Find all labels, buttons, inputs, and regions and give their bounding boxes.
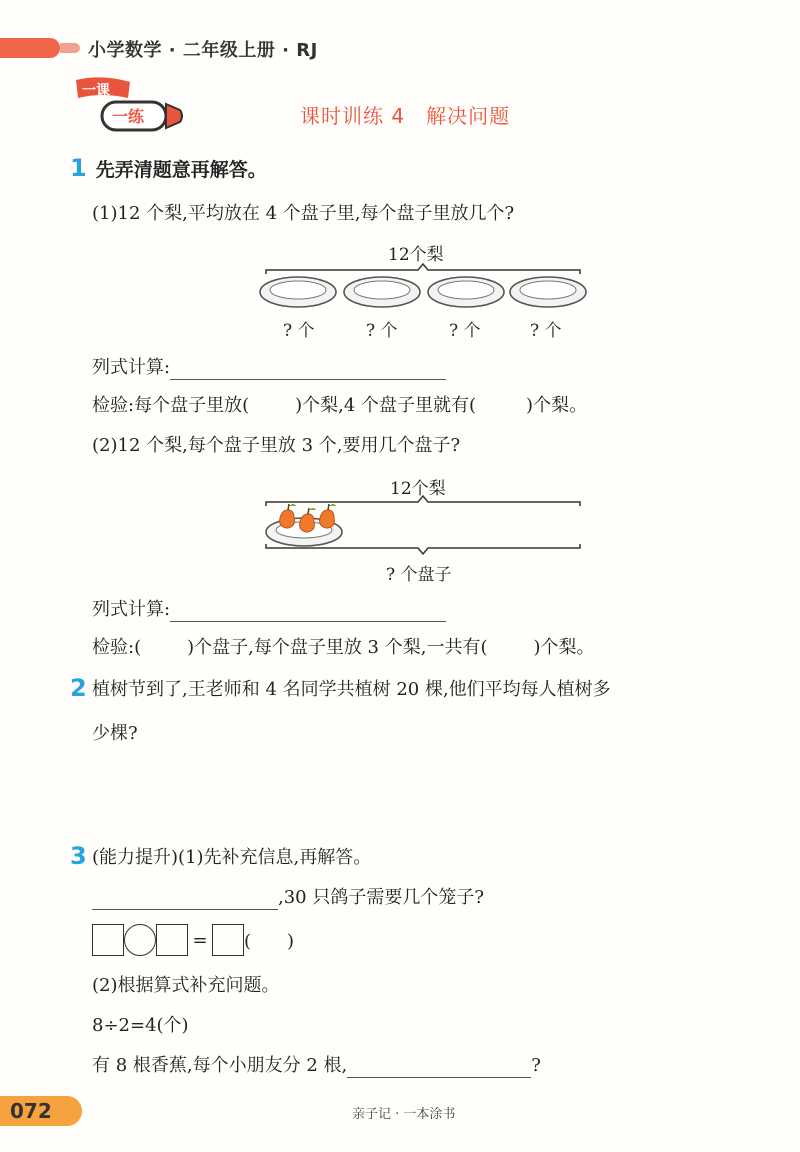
calc-label: 列式计算: bbox=[92, 599, 171, 620]
q1p1-plates-diagram bbox=[258, 262, 588, 312]
q1p2-brace-label: 12个梨 bbox=[390, 479, 446, 499]
book-title: 小学数学 · 二年级上册 · RJ bbox=[88, 40, 318, 61]
equation-box-1[interactable] bbox=[92, 924, 124, 956]
header-accent-bar bbox=[0, 38, 60, 58]
q1-part1-question: (1)12 个梨,平均放在 4 个盘子里,每个盘子里放几个? bbox=[92, 203, 515, 224]
q3p1-info-row: ,30 只鸽子需要几个笼子? bbox=[92, 886, 484, 910]
q1p1-brace-label: 12个梨 bbox=[388, 245, 444, 265]
q2-text-line1: 植树节到了,王老师和 4 名同学共植树 20 棵,他们平均每人植树多 bbox=[92, 679, 611, 700]
q1-part2-question: (2)12 个梨,每个盘子里放 3 个,要用几个盘子? bbox=[92, 435, 461, 456]
info-fill-blank[interactable] bbox=[92, 889, 278, 910]
question-fill-blank[interactable] bbox=[347, 1057, 531, 1078]
question-2-header bbox=[70, 674, 87, 702]
plate-label-1: ? 个 bbox=[283, 321, 315, 341]
equation-result-box[interactable] bbox=[212, 924, 244, 956]
plate-1 bbox=[260, 277, 336, 307]
equation-operator-circle[interactable] bbox=[124, 924, 156, 956]
question-number: 3 bbox=[70, 842, 87, 870]
pear-icon bbox=[280, 504, 296, 528]
q1p1-check-row: 检验:每个盘子里放( )个梨,4 个盘子里就有( )个梨。 bbox=[92, 395, 588, 416]
badge-top-text: 一课 bbox=[82, 83, 110, 99]
q1p2-pears-diagram bbox=[258, 494, 588, 556]
q1p1-calc-row bbox=[92, 356, 446, 380]
equals-sign: = bbox=[192, 929, 208, 951]
q3p2-question-row: 有 8 根香蕉,每个小朋友分 2 根, ? bbox=[92, 1055, 541, 1076]
calc-answer-blank[interactable] bbox=[170, 601, 446, 622]
q1p2-calc-row bbox=[92, 598, 446, 622]
equation-box-2[interactable] bbox=[156, 924, 188, 956]
plate-label-2: ? 个 bbox=[366, 321, 398, 341]
question-number: 2 bbox=[70, 674, 87, 702]
plate-2 bbox=[344, 277, 420, 307]
lesson-badge bbox=[72, 74, 192, 138]
plate-label-3: ? 个 bbox=[449, 321, 481, 341]
question-title: 先弄清题意再解答。 bbox=[95, 159, 267, 181]
calc-label: 列式计算: bbox=[92, 357, 171, 378]
top-brace bbox=[266, 264, 580, 274]
header-accent-dash bbox=[60, 43, 80, 53]
q3-title: (能力提升)(1)先补充信息,再解答。 bbox=[92, 847, 372, 868]
plate-label-4: ? 个 bbox=[530, 321, 562, 341]
lesson-title: 课时训练 4 解决问题 bbox=[300, 104, 511, 128]
top-brace bbox=[266, 496, 580, 506]
pear-icon bbox=[320, 504, 336, 528]
question-1-header bbox=[70, 154, 267, 182]
page-number: 072 bbox=[10, 1099, 52, 1123]
q2-text-line2: 少棵? bbox=[92, 723, 138, 744]
question-3-header bbox=[70, 842, 87, 870]
q3p2-title: (2)根据算式补充问题。 bbox=[92, 975, 280, 996]
calc-answer-blank[interactable] bbox=[170, 359, 446, 380]
question-number: 1 bbox=[70, 154, 87, 182]
pear-icon bbox=[300, 508, 316, 532]
badge-pen-icon bbox=[72, 74, 192, 138]
q1p2-bottom-label: ? 个盘子 bbox=[386, 565, 452, 585]
q3p1-equation-row bbox=[92, 924, 294, 956]
footer-brand: 亲子记 · 一本涂书 bbox=[352, 1107, 456, 1122]
unit-paren[interactable]: ( ) bbox=[244, 931, 295, 952]
q3p2-formula: 8÷2=4(个) bbox=[92, 1015, 189, 1036]
plate-3 bbox=[428, 277, 504, 307]
q2-answer-area[interactable] bbox=[92, 760, 692, 830]
plate-4 bbox=[510, 277, 586, 307]
q1p2-check-row: 检验:( )个盘子,每个盘子里放 3 个梨,一共有( )个梨。 bbox=[92, 637, 595, 658]
badge-bottom-text: 一练 bbox=[112, 107, 145, 126]
